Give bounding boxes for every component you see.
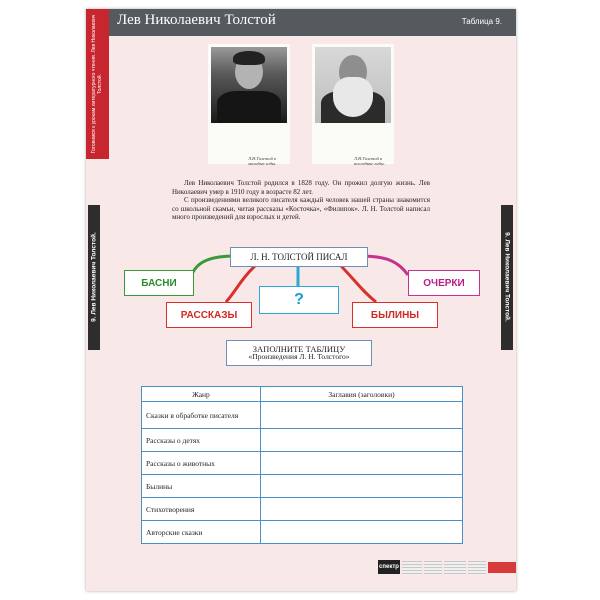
header-genre: Жанр (142, 387, 261, 402)
titles-cell[interactable] (261, 452, 463, 475)
genre-cell: Былины (142, 475, 261, 498)
genre-byliny: БЫЛИНЫ (352, 302, 438, 328)
caption-young: Л.Н.Толстой в молодые годы. (248, 156, 277, 166)
imprint-block (402, 561, 422, 574)
page-title: Лев Николаевич Толстой (117, 12, 276, 28)
imprint-block (468, 561, 486, 574)
titles-cell[interactable] (261, 475, 463, 498)
table-row (142, 498, 463, 521)
side-tab-left (88, 205, 100, 350)
side-tab-left-label: 9. Лев Николаевич Толстой. (90, 232, 98, 322)
poster (86, 9, 516, 591)
genre-ocherki: ОЧЕРКИ (408, 270, 480, 296)
genre-cell: Сказки в обработке писателя (142, 402, 261, 429)
genre-basni: БАСНИ (124, 270, 194, 296)
header-titles: Заглавия (заголовки) (261, 387, 463, 402)
table-row (142, 475, 463, 498)
genre-rasskazy: РАССКАЗЫ (166, 302, 252, 328)
side-tab-right-label: 9. Лев Николаевич Толстой. (503, 232, 511, 322)
titles-cell[interactable] (261, 521, 463, 544)
table-row (142, 452, 463, 475)
fill-table-line-2: «Произведения Л. Н. Толстого» (248, 352, 350, 361)
imprint-block (444, 561, 466, 574)
publisher-logo: спектр (378, 560, 400, 574)
works-table (141, 386, 463, 544)
table-row (142, 402, 463, 429)
arrow-to-rasskazy (226, 265, 256, 302)
table-row (142, 521, 463, 544)
genre-cell: Авторские сказки (142, 521, 261, 544)
fill-table-line-1: ЗАПОЛНИТЕ ТАБЛИЦУ (252, 344, 346, 354)
tolstoy-wrote-box: Л. Н. ТОЛСТОЙ ПИСАЛ (230, 247, 368, 267)
fill-table-heading (226, 340, 372, 366)
red-band-text: Готовимся к урокам литературного чтения. Лев Николаевич Толстой. (91, 14, 103, 154)
genre-cell: Рассказы о животных (142, 452, 261, 475)
bio-paragraph-2: С произведениями великого писателя каждый человек нашей страны знакомится со школьной скамьи, читая рассказы «Косточка», «Филипок». Л. Н. Толстой написал много произведений для взрослых и детей. (172, 196, 430, 222)
side-tab-right (501, 205, 513, 350)
titles-cell[interactable] (261, 429, 463, 452)
titles-cell[interactable] (261, 402, 463, 429)
genre-cell: Стихотворения (142, 498, 261, 521)
genre-cell: Рассказы о детях (142, 429, 261, 452)
titles-cell[interactable] (261, 498, 463, 521)
imprint-block (424, 561, 442, 574)
table-number: Таблица 9. (461, 17, 502, 26)
caption-old: Л.Н.Толстой в последние годы. (354, 156, 385, 166)
table-row (142, 429, 463, 452)
arrow-to-byliny (340, 265, 376, 302)
bio-paragraph-1: Лев Николаевич Толстой родился в 1828 году. Он прожил долгую жизнь. Лев Николаевич умер в 1910 году в возрасте 82 лет. (172, 179, 430, 196)
genre-question: ? (259, 286, 339, 314)
imprint-block (488, 562, 516, 573)
